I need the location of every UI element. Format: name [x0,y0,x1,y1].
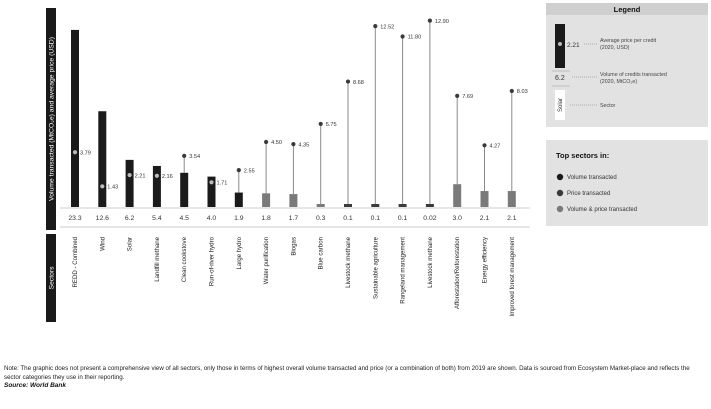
footnote: Note: The graphic does not present a comprehensive view of all sectors, only those in terms of highest overall volume transacted and price (or a combination of both) from 2019 are shown. Data is sourced from Ecosystem Market-place and reflects the sector categories they use in their reporting. [4,365,690,381]
chart-marks [68,18,527,316]
volume-label: 1.7 [288,215,299,222]
sector-label: Clean cookstove [181,237,189,283]
volume-bar [262,193,270,207]
price-point [237,168,241,172]
volume-label: 1.8 [261,215,271,222]
price-label: 5.75 [325,122,337,129]
price-label: 12.90 [434,18,449,25]
volume-label: 0.1 [397,215,408,222]
legend-price-desc-2: (2020, USD) [600,45,630,51]
price-point [128,173,132,177]
price-point [73,150,77,154]
price-point [346,79,350,83]
volume-label: 2.1 [507,215,517,222]
legend-price-desc-1: Average price per credit [600,38,657,44]
volume-label: 5.4 [152,215,162,222]
legend-example-sector: Solar [558,97,564,113]
sector-label: REDD - Combined [72,237,79,288]
sector-label: Livestock methane [426,237,434,288]
price-label: 7.69 [462,94,474,101]
price-point [264,140,268,144]
volume-label: 2.1 [479,215,490,222]
legend [546,3,708,226]
legend-example-volume: 6.2 [555,75,565,82]
volume-bar [426,204,434,207]
price-label: 1.71 [216,180,228,187]
sector-label: Solar [126,237,134,252]
sector-label: Landfill methane [153,237,161,282]
sector-label: Afforestation/Reforestation [454,237,462,310]
legend-volume-desc-1: Volume of credits transacted [600,72,667,78]
volume-label: 0.3 [315,215,326,222]
price-point [401,34,405,38]
price-label: 3.54 [189,154,201,161]
top-sectors-title: Top sectors in: [556,151,610,160]
price-point [482,143,486,147]
price-point [373,24,377,28]
volume-bar [371,204,379,207]
volume-label: 6.2 [124,215,135,222]
legend-sector-desc: Sector [600,103,616,109]
price-point [428,18,432,22]
volume-bar [399,204,407,207]
sector-label: Biogas [290,237,298,256]
price-point [319,122,323,126]
volume-bar [153,166,161,207]
volume-bar [317,204,325,207]
sector-label: Water purification [263,237,271,285]
sector-label: Wind [99,237,107,251]
source: Source: World Bank [4,382,67,389]
legend-example-point [558,42,562,46]
volume-bar [508,191,516,207]
price-label: 4.35 [298,142,310,149]
price-label: 11.80 [407,34,422,41]
sector-label: Energy efficiency [481,237,489,284]
legend-price-swatch [557,190,563,196]
legend-item-volume: Volume transacted [567,175,617,181]
price-label: 3.79 [80,150,91,157]
price-label: 4.27 [489,143,501,150]
volume-bar [344,204,352,207]
sector-label: Sustainable agriculture [372,237,380,299]
price-point [209,180,213,184]
price-point [182,154,186,158]
volume-bar [126,160,134,207]
legend-item-both: Volume & price transacted [567,207,638,213]
volume-bar [453,184,461,207]
volume-bar [481,191,489,207]
volume-label: 0.1 [370,215,381,222]
price-label: 2.16 [161,173,173,180]
price-label: 1.43 [107,184,119,191]
volume-label: 12.6 [95,215,109,222]
volume-label: 0.1 [343,215,353,222]
volume-label: 4.0 [206,215,217,222]
legend-example-price: 2.21 [567,42,580,49]
price-point [155,174,159,178]
legend-volume-desc-2: (2020, MtCO₂e) [600,79,638,85]
sector-label: Livestock methane [345,237,352,288]
sector-label: Blue carbon [317,237,325,270]
volume-bar [289,194,297,207]
legend-title: Legend [613,5,641,14]
volume-bar [235,193,243,207]
volume-label: 1.9 [234,215,244,222]
volume-bar [71,30,79,207]
volume-label: 3.0 [452,215,462,222]
legend-volume-swatch [557,174,563,180]
price-point [455,94,459,98]
volume-label: 4.5 [179,215,189,222]
volume-label: 0.02 [423,215,437,222]
price-label: 8.03 [516,89,528,96]
price-point [291,142,295,146]
price-label: 4.50 [271,140,282,147]
volume-bar [180,173,188,207]
sectors-label: Sectors [48,266,56,290]
sector-label: Rangeland management [399,237,407,304]
volume-label: 23.3 [68,215,82,222]
y-axis-label: Volume transacted (MtCO₂e) and average price (USD) [48,37,56,201]
volume-bar [98,111,106,207]
price-label: 2.55 [243,168,255,175]
sector-label: Run-of-river hydro [208,237,216,287]
sector-label: Large hydro [235,237,243,270]
legend-both-swatch [557,206,563,212]
price-point [100,184,104,188]
legend-box [546,3,708,127]
price-label: 12.52 [380,24,395,31]
sector-label: Improved forest management [508,237,516,317]
price-label: 2.21 [134,173,146,180]
legend-item-price: Price transacted [567,191,611,197]
price-point [510,89,514,93]
price-label: 8.68 [353,79,364,86]
